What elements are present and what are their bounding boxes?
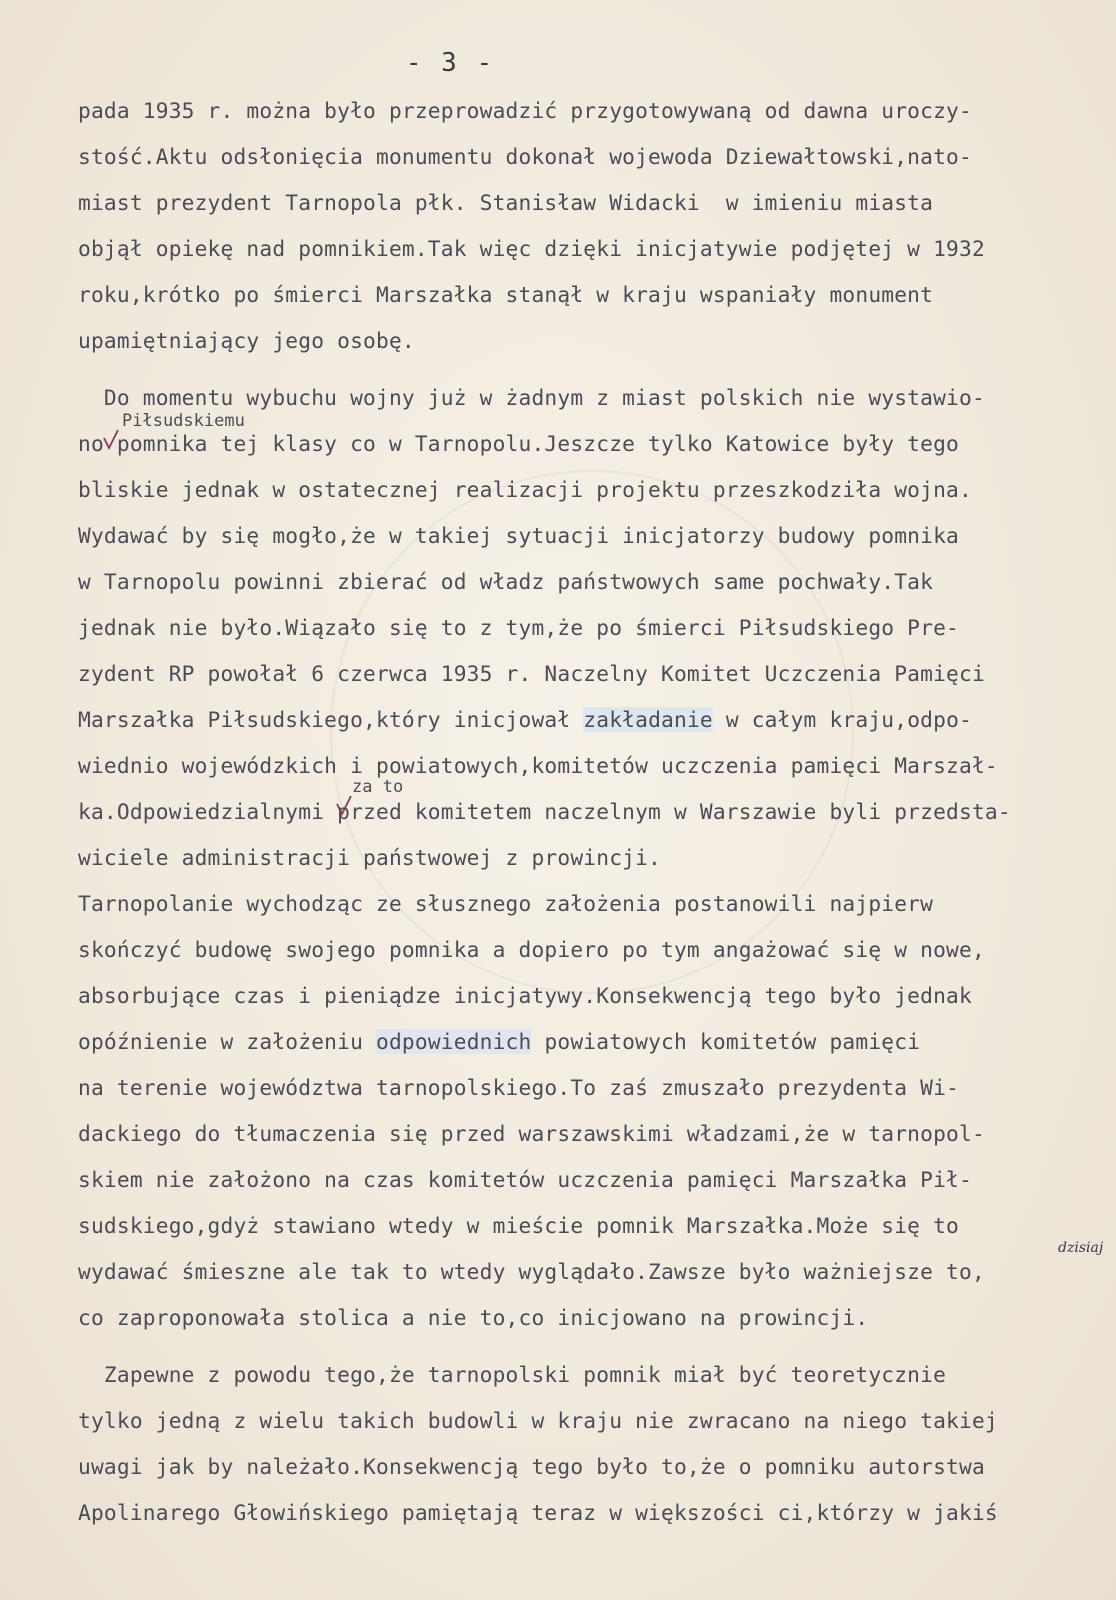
text-line: Apolinarego Głowińskiego pamiętają teraz w większości ci,którzy w jakiś xyxy=(78,1500,998,1525)
text-line: Zapewne z powodu tego,że tarnopolski pomnik miał być teoretycznie xyxy=(78,1362,947,1387)
text-line: stość.Aktu odsłonięcia monumentu dokonał wojewoda Dziewałtowski,nato- xyxy=(78,144,972,169)
text-line: uwagi jak by należało.Konsekwencją tego było to,że o pomniku autorstwa xyxy=(78,1454,985,1479)
text-line: pada 1935 r. można było przeprowadzić przygotowywaną od dawna uroczy- xyxy=(78,98,972,123)
text-line: absorbujące czas i pieniądze inicjatywy.Konsekwencją tego było jednak xyxy=(78,983,972,1008)
text-line: wiednio wojewódzkich i powiatowych,komitetów uczczenia pamięci Marszał- xyxy=(78,753,998,778)
text-line: sudskiego,gdyż stawiano wtedy w mieście pomnik Marszałka.Może się to xyxy=(78,1213,960,1238)
text-line: jednak nie było.Wiązało się to z tym,że po śmierci Piłsudskiego Pre- xyxy=(78,615,960,640)
text-line: roku,krótko po śmierci Marszałka stanął w kraju wspaniały monument xyxy=(78,282,934,307)
text-line: skiem nie założono na czas komitetów uczczenia pamięci Marszałka Pił- xyxy=(78,1167,972,1192)
text-line: ka.Odpowiedzialnymi przed komitetem naczelnym w Warszawie byli przedsta- xyxy=(78,799,1011,824)
page-number: - 3 - xyxy=(405,48,495,78)
text-line: w Tarnopolu powinni zbierać od władz państwowych same pochwały.Tak xyxy=(78,569,934,594)
text-line: Tarnopolanie wychodząc ze słusznego założenia postanowili najpierw xyxy=(78,891,934,916)
text-line: upamiętniający jego osobę. xyxy=(78,328,415,353)
text-line: Wydawać by się mogło,że w takiej sytuacji inicjatorzy budowy pomnika xyxy=(78,523,960,548)
text-line: wiciele administracji państwowej z prowincji. xyxy=(78,845,662,870)
text-line: bliskie jednak w ostatecznej realizacji projektu przeszkodziła wojna. xyxy=(78,477,972,502)
text-line: tylko jedną z wielu takich budowli w kraju nie zwracano na niego takiej xyxy=(78,1408,998,1433)
text-line: wydawać śmieszne ale tak to wtedy wyglądało.Zawsze było ważniejsze to, xyxy=(78,1259,985,1284)
highlighted-word: odpowiednich xyxy=(376,1029,532,1054)
text-line: no pomnika tej klasy co w Tarnopolu.Jeszcze tylko Katowice były tego xyxy=(78,431,960,456)
text-line: objął opiekę nad pomnikiem.Tak więc dzięki inicjatywie podjętej w 1932 xyxy=(78,236,985,261)
inserted-words-za-to: za to xyxy=(352,777,404,797)
text-line: na terenie województwa tarnopolskiego.To zaś zmuszało prezydenta Wi- xyxy=(78,1075,960,1100)
text-line: co zaproponowała stolica a nie to,co inicjowano na prowincji. xyxy=(78,1305,869,1330)
text-line: miast prezydent Tarnopola płk. Stanisław Widacki w imieniu miasta xyxy=(78,190,934,215)
text-line: dackiego do tłumaczenia się przed warszawskimi władzami,że w tarnopol- xyxy=(78,1121,985,1146)
inserted-word-pilsudskiemu: Piłsudskiemu xyxy=(122,411,245,431)
highlighted-word: zakładanie xyxy=(583,707,713,732)
text-line: skończyć budowę swojego pomnika a dopiero po tym angażować się w nowe, xyxy=(78,937,985,962)
margin-note: dzisiaj xyxy=(1058,1240,1104,1256)
text-line: Do momentu wybuchu wojny już w żadnym z miast polskich nie wystawio- xyxy=(78,385,985,410)
text-line: opóźnienie w założeniu odpowiednich powiatowych komitetów pamięci xyxy=(78,1029,921,1054)
text-line: Marszałka Piłsudskiego,który inicjował zakładanie w całym kraju,odpo- xyxy=(78,707,972,732)
text-line: zydent RP powołał 6 czerwca 1935 r. Naczelny Komitet Uczczenia Pamięci xyxy=(78,661,985,686)
